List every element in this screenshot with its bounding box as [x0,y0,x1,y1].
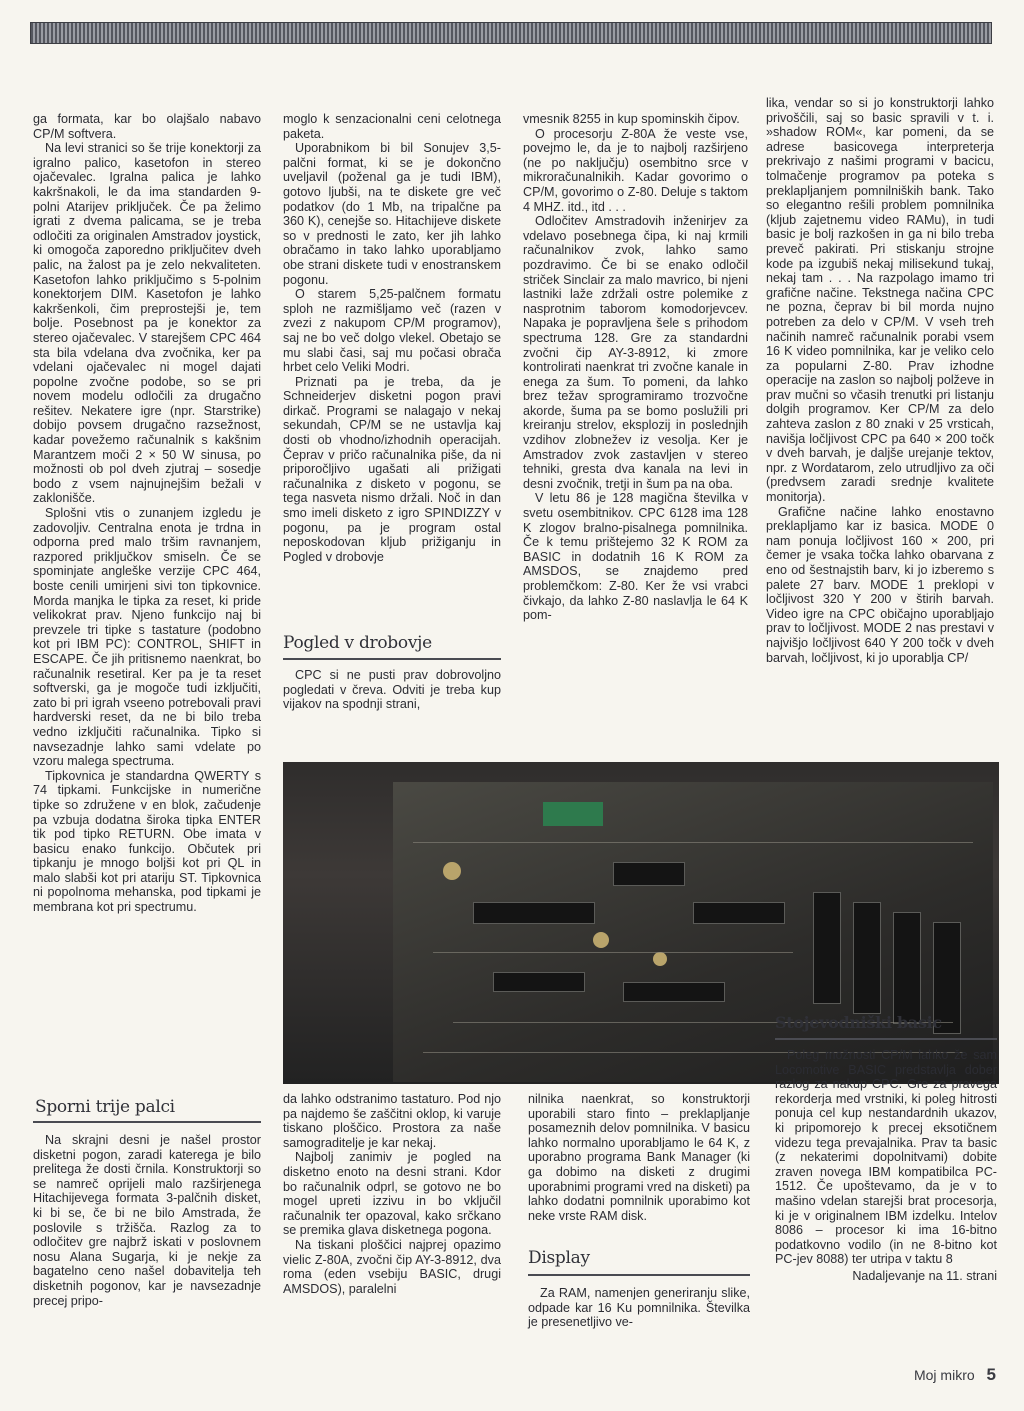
paragraph: ga formata, kar bo olajšalo nabavo CP/M softvera. [33,112,261,141]
paragraph: O starem 5,25-palčnem formatu sploh ne razmišljamo več (razen v zvezi z nakupom CP/M programov), saj ne bo več dolgo vlekel. Obetajo se mu slabi časi, saj mu počasi obrača hrbet celo Veliki Modri. [283,287,501,375]
paragraph: Tipkovnica je standardna QWERTY s 74 tipkami. Funkcijske in numerične tipke so združene v en blok, začudenje pa vzbuja dodatna široka tipka ENTER tik pod tipko RETURN. Obe imata v basicu enako funkcijo. Občutek pri tipkanju je mnogo boljši kot pri QL in malo slabši kot pri atariju ST. Tipkovnica ni popolnoma mehanska, pod tipkami je membrana kot pri spectrumu. [33,768,261,915]
paragraph: lika, vendar so si jo konstruktorji lahko privoščili, saj so basic spravili v t. i. »shadow ROM«, kar pomeni, da se adrese basicovega interpreterja prekrivajo z našimi programi v bacicu, tolmačenje programov pa poteka s preklapljanjem pomnilniških bank. Tako so elegantno rešili problem pomnilnika (kljub zajetnemu video RAMu), in tudi basic je bolj razkošen in ga ni bilo treba preveč pakirati. Pri stiskanju strojne kode pa izgubiš nekaj milisekund tukaj, nekaj tam . . . Na razpolago imamo tri grafične načine. Tekstnega načina CPC ne pozna, čeprav bi bil morda nujno potreben za delo v CP/M. V vseh treh načinih namreč računalnik porabi vsem 16 K video pomnilnika, kar je veliko celo za popularni Z-80. Prav izhodne operacije na zaslon so najbolj polževe in prav mučni so včasih trenutki pri listanju dolgih programov. Ker CP/M za delo zahteva zaslon z 80 znaki v 25 vrsticah, navišja ločljivost CPC pa 640 × 200 točk v dveh barvah, je daljše urejanje tektov, npr. z Wordatarom, zelo utrudljivo za oči (predvsem zaradi srednje kvalitete monitorja). [766,96,994,505]
page-number: 5 [986,1365,996,1384]
paragraph: Najbolj zanimiv je pogled na disketno enoto na desni strani. Kdor bo računalnik odprl, se gotovo ne bo mogel upreti izzivu in bo vključil računalnik ter opazoval, kako srčkano se premika glava disketnega pogona. [283,1150,501,1238]
column-2-bottom [283,1092,501,1296]
circuit-board [393,782,993,1082]
paragraph: nilnika naenkrat, so konstruktorji uporabili staro finto – preklapljanje posameznih delov pomnilnika. V basicu lahko normalno uporabljamo le 64 K, z uporabno programa Bank Manager (ki ga dobimo na disketi z drugimi uporabnimi programi vred na disketi) pa lahko dodatni pomnilnik uporabimo kot neke vrste RAM disk. [528,1092,750,1223]
motherboard-photo [283,762,999,1084]
paragraph: Na tiskani ploščici najprej opazimo vielic Z-80A, zvočni čip AY-3-8912, dva roma (eden vsebiju BASIC, drugi AMSDOS), paralelni [283,1237,501,1296]
heading-rule [283,658,501,660]
section-heading: Display [528,1248,590,1268]
paragraph: CPC si ne pusti prav dobrovoljno pogledati v čreva. Odviti je treba kup vijakov na spodnji strani, [283,668,501,712]
continuation-note: Nadaljevanje na 11. strani [852,1268,997,1283]
paragraph: Grafične načine lahko enostavno preklapljamo kar iz basica. MODE 0 nam ponuja ločljivost 160 × 200, pri čemer je vsaka točka lahko obarvana z eno od šestnajstih barv, ki jo izberemo s palete 27 barv. MODE 1 preklopi v ločljivost 320 Y 200 v štirih barvah. Video igre na CPC običajno uporabljajo prav to ločljivost. MODE 2 nas prestavi v najvišjo ločljivost 640 Y 200 točk v dveh barvah, ločljivost, ki jo uporablja CP/ [766,504,994,665]
paragraph: vmesnik 8255 in kup spominskih čipov. [523,112,740,126]
paragraph: Za RAM, namenjen generiranju slike, odpade kar 16 Ku pomnilnika. Številka je presenetljivo ve- [528,1286,750,1330]
paragraph: Priznati pa je treba, da je Schneiderjev disketni pogon pravi dirkač. Programi se nalagajo v nekaj sekundah, CP/M se ne ustavlja kaj dosti ob vhodno/izhodnih operacijah. Čeprav v pričo računalnika piše, da ni priporočljivo ugašati ali prižigati računalnika z disketo v pogonu, se tega nasveta nismo držali. Noč in dan smo imeli disketo z igro SPINDIZZY v pogonu, pa je program ostal neposkodovan kljub prižiganju in Pogled v drobovje [283,374,501,564]
column-4 [766,96,994,665]
paragraph: Uporabnikom bi bil Sonujev 3,5-palčni format, ki se je dokončno uveljavil (poženal ga je tudi IBM), gotovo ljubši, na te diskete gre več podatkov (do 1 Mb, na tripalčne pa 360 K), cenejše so. Hitachijeve diskete so v prednosti le zato, ker jih lahko obračamo in tako lahko uporabljamo obe strani diskete tudi v enostranskem pogonu. [283,141,501,287]
header-bar [30,22,992,44]
heading-rule [775,1038,997,1040]
paragraph: moglo k senzacionalni ceni celotnega paketa. [283,112,501,141]
paragraph: da lahko odstranimo tastaturo. Pod njo pa najdemo še zaščitni oklop, ki varuje tiskano ploščico. Prostora za naše samograditelje je kar nekaj. [283,1092,501,1150]
section-heading: Pogled v drobovje [283,633,432,653]
section-heading: Sporni trije palci [35,1097,175,1117]
section-heading: Stojevodniški basic [775,1013,942,1032]
column-4-bottom [775,1048,997,1284]
page-footer [914,1365,996,1385]
paragraph: Poleg možnosti CP/M lahko že sam Locomotive BASIC predstavlja dober razlog za nakup CPC. Gre za pravega rekorderja med vrstniki, ki poleg hitrosti ponuja cel kup nestandardnih ukazov, ki pripomorejo k precej eksotičnem videzu tega prevajalnika. Prav ta basic (z nekaterimi dopolnitvami) dobite zraven novega IBM kompatibilca PC-1512. Če upoštevamo, da je v to mašino vdelan starejši brat procesorja, ki je v originalnem IBM izdelku. Intelov 8086 – procesor ki ima 16-bitno podatkovno vodilo (in ne 8-bitno kot PC-jev 8088) ter utripa v taktu 8 [775,1048,997,1267]
column-1 [33,112,261,915]
column-3-bottom [528,1092,750,1223]
heading-rule [33,1121,261,1123]
column-1-bottom [33,1133,261,1308]
paragraph: Splošni vtis o zunanjem izgledu je zadovoljiv. Centralna enota je trdna in odporna pred malo tršim ravnanjem, razpored priključkov smiseln. Če se spominjate angleške verzije CPC 464, boste cenili umirjeni sivi ton tipkovnice. Morda manjka le tipka za reset, ki pride velikokrat prav. Njeno funkcijo naj bi prevzele tri tipke s tastature (podobno kot pri IBM PC): CONTROL, SHIFT in ESCAPE. Če jih pritisnemo naenkrat, bo računalnik resetiral. Ker pa je ta reset softverski, ga je mogoče tudi izključiti, zato bi pri igrah vseeno potrebovali pravi hardverski reset, da ne bi bilo treba vedno izključiti računalnika. Tipko si navsezadnje lahko sami vdelate po vzoru malega spectruma. [33,506,261,769]
paragraph: Na levi stranici so še trije konektorji za igralno palico, kasetofon in stereo ojačevalec. Igralna palica je lahko kakršnakoli, le da ima standarden 9-polni Atarijev priključek. Če pa želimo igrati z dvema palicama, se je treba odločiti za originalen Amstradov joystick, ki omogoča zaporedno priključitev dveh palic, na žalost pa je zelo nekvaliteten. Kasetofon lahko priključimo s 5-polnim konektorjem DIM. Kasetofon je lahko kakršenkoli, čim preprostejši je, tem bolje. Posebnost pa je konektor za stereo ojačevalec. V starejšem CPC 464 sta bila vdelana dva zvočnika, ker pa vdelani ojačevalec ni mogel dajati popolne zvočne podobe, so se pri novem modelu odločili za drugačno rešitev. Nekatere igre (npr. Starstrike) dobijo povsem drugačno razsežnost, kadar povežemo računalnik s kakšnim Marantzem moči 2 × 50 W sinusa, po možnosti ob pol dveh zjutraj – sosedje bodo z vsem najnujnejšim bežali v zaklonišče. [33,141,261,506]
column-3 [523,112,748,623]
column-2 [283,112,501,564]
paragraph: Odločitev Amstradovih inženirjev za vdelavo posebnega čipa, ki naj krmili računalnikov zvok, lahko samo pozdravimo. Če bi se enako odločil striček Sinclair za malo mavrico, bi njeni lastniki laže zdržali ostre polemike z nasprotnim taborom komodorjevcev. Napaka je popravljena šele s prihodom spectruma 128. Gre za standardni zvočni čip AY-3-8912, ki zmore kontrolirati naenkrat tri zvočne kanale in enega za šum. To pomeni, da lahko brez težav sprogramiramo trozvočne akorde, šuma pa se bomo poslužili pri kreiranju strelov, eksplozij in poslednjih vzdihov zlobnežev iz vesolja. Ker je Amstradov zvok zastavljen v stereo tehniki, gresta dva kanala na levi in desni zvočnik, tretji in šum pa na oba. [523,214,748,491]
column-3-tail [528,1286,750,1330]
heading-rule [528,1274,750,1276]
paragraph: V letu 86 je 128 magična številka v svetu osembitnikov. CPC 6128 ima 128 K zlogov bralno-pisalnega pomnilnika. Če k temu prištejemo 32 K ROM za BASIC in dodatnih 16 K ROM za AMSDOS, se znajdemo pred problemčkom: Z-80. Ker že vsi vrabci čivkajo, da lahko Z-80 naslavlja le 64 K pom- [523,491,748,623]
paragraph: O procesorju Z-80A že veste vse, povejmo le, da je to najbolj razširjeno (ne po naključju) osembitno srce v mikroračunalnikih. Kadar govorimo o CP/M, govorimo o Z-80. Deluje s taktom 4 MHZ. itd., itd . . . [523,126,748,214]
magazine-name: Moj mikro [913,1367,975,1383]
column-2-mid [283,668,501,712]
paragraph: Na skrajni desni je našel prostor disketni pogon, zaradi katerega je bilo prelitega že dosti črnila. Konstruktorji so se namreč oprijeli malo razširjenega Hitachijevega formata 3-palčnih disket, ki bi se, če bi ne bilo Amstrada, že poslovile s tržišča. Razlog za to odločitev gre najbrž iskati v poslovnem nosu Alana Sugarja, ki je nekje za bagatelno ceno našel dobavitelja teh disketnih pogonov, kar je navsezadnje precej pripo- [33,1133,261,1308]
